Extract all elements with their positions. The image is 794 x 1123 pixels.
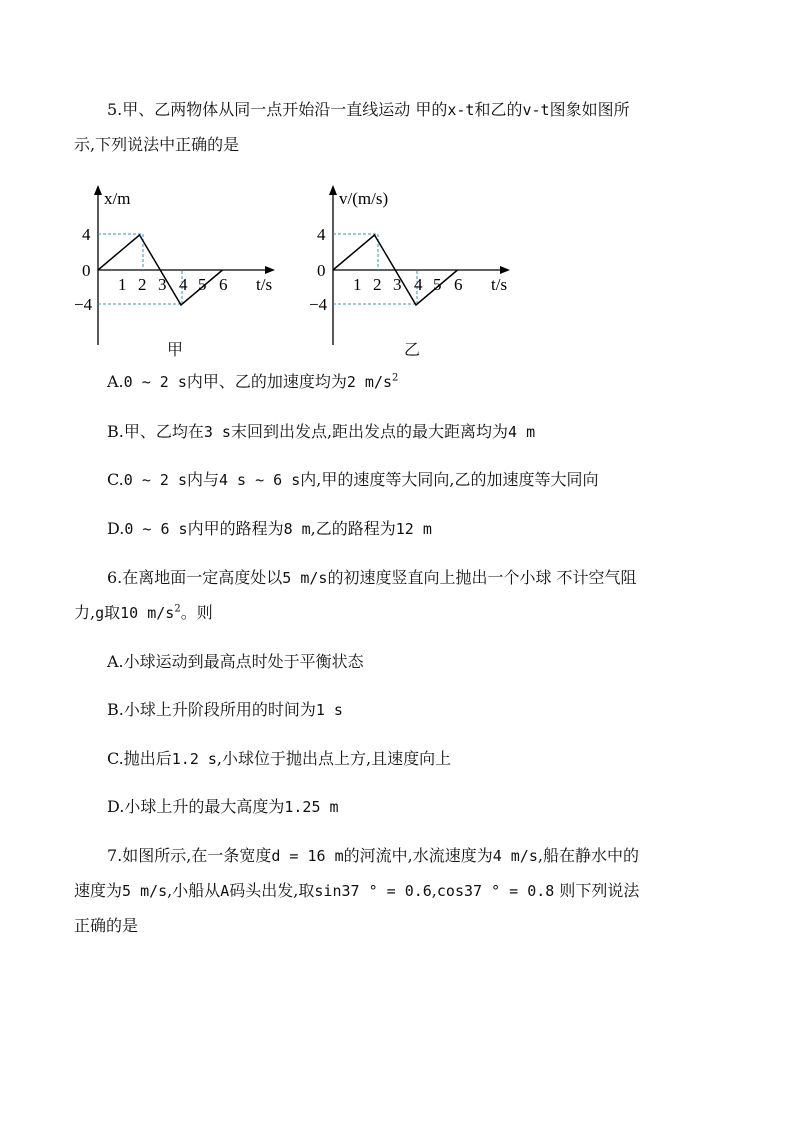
stem-text: 的河流中,水流速度为 <box>343 846 493 865</box>
x-tick-label: 5 <box>198 275 207 294</box>
stem-math: 10 m/s <box>120 604 175 622</box>
q7-stem-line3 <box>74 916 138 936</box>
x-tick-label: 5 <box>433 275 442 294</box>
q6-option-b <box>107 700 343 720</box>
graph-yi-svg <box>309 180 515 350</box>
q5-stem-line2 <box>74 135 239 155</box>
stem-math: A <box>220 882 230 900</box>
x-tick-label: 3 <box>393 275 402 294</box>
q7-stem-line2 <box>74 881 639 901</box>
option-math: 1.2 s <box>171 750 217 768</box>
option-text: 内,甲的速度等大同向,乙的加速度等大同向 <box>300 470 599 489</box>
q6-option-a <box>107 652 364 672</box>
option-text: D. <box>107 519 125 538</box>
x-tick-label: 2 <box>138 275 147 294</box>
q5-stem-text: 5.甲、乙两物体从同一点开始沿一直线运动 甲的 <box>107 100 448 119</box>
stem-text: , <box>431 881 437 900</box>
x-axis-arrow <box>265 266 275 274</box>
y-axis-label: v/(m/s) <box>339 189 389 208</box>
graph-jia <box>74 180 280 354</box>
stem-text: 正确的是 <box>74 916 139 935</box>
option-math: 0 ~ 6 s <box>124 520 188 538</box>
stem-text: 取 <box>104 603 121 622</box>
x-tick-label: 2 <box>373 275 382 294</box>
stem-math: sin37 ° = 0.6 <box>314 882 432 900</box>
stem-text: 速度为 <box>74 881 123 900</box>
stem-math: g <box>95 604 105 622</box>
option-text: B.甲、乙均在 <box>107 422 204 441</box>
y-tick-label: 4 <box>82 225 91 244</box>
x-tick-label: 3 <box>158 275 167 294</box>
q7-stem-line1 <box>107 846 639 866</box>
q5-stem-text: 图象如图所 <box>549 100 630 119</box>
option-math: 4 s ~ 6 s <box>219 471 301 489</box>
option-text: ,乙的路程为 <box>310 519 396 538</box>
stem-text: 码头出发,取 <box>229 881 315 900</box>
q5-stem-text: 和乙的 <box>474 100 523 119</box>
q5-stem-line1 <box>107 100 630 120</box>
option-math: 3 s <box>203 423 231 441</box>
option-text: A.小球运动到最高点时处于平衡状态 <box>107 652 364 671</box>
stem-text: 力, <box>74 603 96 622</box>
stem-text: 的初速度竖直向上抛出一个小球 不计空气阻 <box>327 568 637 587</box>
option-text: 内甲的路程为 <box>187 519 284 538</box>
x-tick-label: 6 <box>454 275 463 294</box>
x-tick-label: 4 <box>179 275 188 294</box>
y-tick-label: −4 <box>74 295 93 314</box>
q5-option-b <box>107 422 535 442</box>
stem-text: 7.如图所示,在一条宽度 <box>107 846 272 865</box>
stem-text: 则下列说法 <box>554 881 640 900</box>
q5-xt-label: x-t <box>447 101 475 119</box>
q5-option-a <box>107 372 398 392</box>
stem-math: cos37 ° = 0.8 <box>436 882 555 900</box>
option-math: 4 m <box>508 423 536 441</box>
stem-text: ,船在静水中的 <box>537 846 639 865</box>
option-math: 8 m <box>283 520 311 538</box>
option-math: 1 s <box>315 701 343 719</box>
q5-stem-text: 示,下列说法中正确的是 <box>74 135 240 154</box>
x-axis-label: t/s <box>491 275 508 294</box>
stem-math: d = 16 m <box>271 847 344 865</box>
option-text: C. <box>107 470 124 489</box>
stem-text: 6.在离地面一定高度处以 <box>107 568 283 587</box>
option-math: 1.25 m <box>284 798 339 816</box>
y-axis-label: x/m <box>104 189 131 208</box>
option-math: 0 ~ 2 s <box>123 471 187 489</box>
x-axis-arrow <box>500 266 510 274</box>
stem-math: 4 m/s <box>492 847 538 865</box>
option-text: ,小球位于抛出点上方,且速度向上 <box>216 749 452 768</box>
q5-option-d <box>107 519 432 539</box>
stem-sup: 2 <box>174 603 181 615</box>
stem-math: 5 m/s <box>282 569 328 587</box>
stem-math: 5 m/s <box>122 882 168 900</box>
y-axis-arrow <box>94 185 102 195</box>
option-text: 末回到出发点,距出发点的最大距离均为 <box>230 422 509 441</box>
x-tick-label: 1 <box>353 275 362 294</box>
option-math: 0 ~ 2 s <box>123 373 187 391</box>
option-sup: 2 <box>392 372 399 384</box>
q6-stem-line1 <box>107 568 637 588</box>
option-math: 12 m <box>395 520 432 538</box>
y-axis-arrow <box>329 185 337 195</box>
option-text: A. <box>107 372 124 391</box>
option-text: 内甲、乙的加速度均为 <box>186 372 347 391</box>
x-tick-label: 1 <box>118 275 127 294</box>
y-tick-label: 4 <box>317 225 326 244</box>
stem-text: ,小船从 <box>167 881 221 900</box>
q5-option-c <box>107 470 598 490</box>
x-tick-label: 4 <box>414 275 423 294</box>
graph-yi-caption: 乙 <box>404 340 421 359</box>
q6-stem-line2 <box>74 603 213 623</box>
x-tick-label: 6 <box>219 275 228 294</box>
stem-text: 。则 <box>180 603 213 622</box>
y-tick-label: 0 <box>82 261 91 280</box>
graph-yi <box>309 180 515 354</box>
q6-option-d <box>107 797 339 817</box>
option-math: 2 m/s <box>346 373 393 391</box>
q6-option-c <box>107 749 451 769</box>
option-text: C.抛出后 <box>107 749 172 768</box>
option-text: D.小球上升的最大高度为 <box>107 797 285 816</box>
y-tick-label: 0 <box>317 261 326 280</box>
graph-jia-caption: 甲 <box>167 340 184 359</box>
graph-jia-svg <box>74 180 280 350</box>
option-text: B.小球上升阶段所用的时间为 <box>107 700 316 719</box>
q5-vt-label: v-t <box>522 101 550 119</box>
option-text: 内与 <box>186 470 219 489</box>
x-axis-label: t/s <box>256 275 273 294</box>
y-tick-label: −4 <box>309 295 328 314</box>
